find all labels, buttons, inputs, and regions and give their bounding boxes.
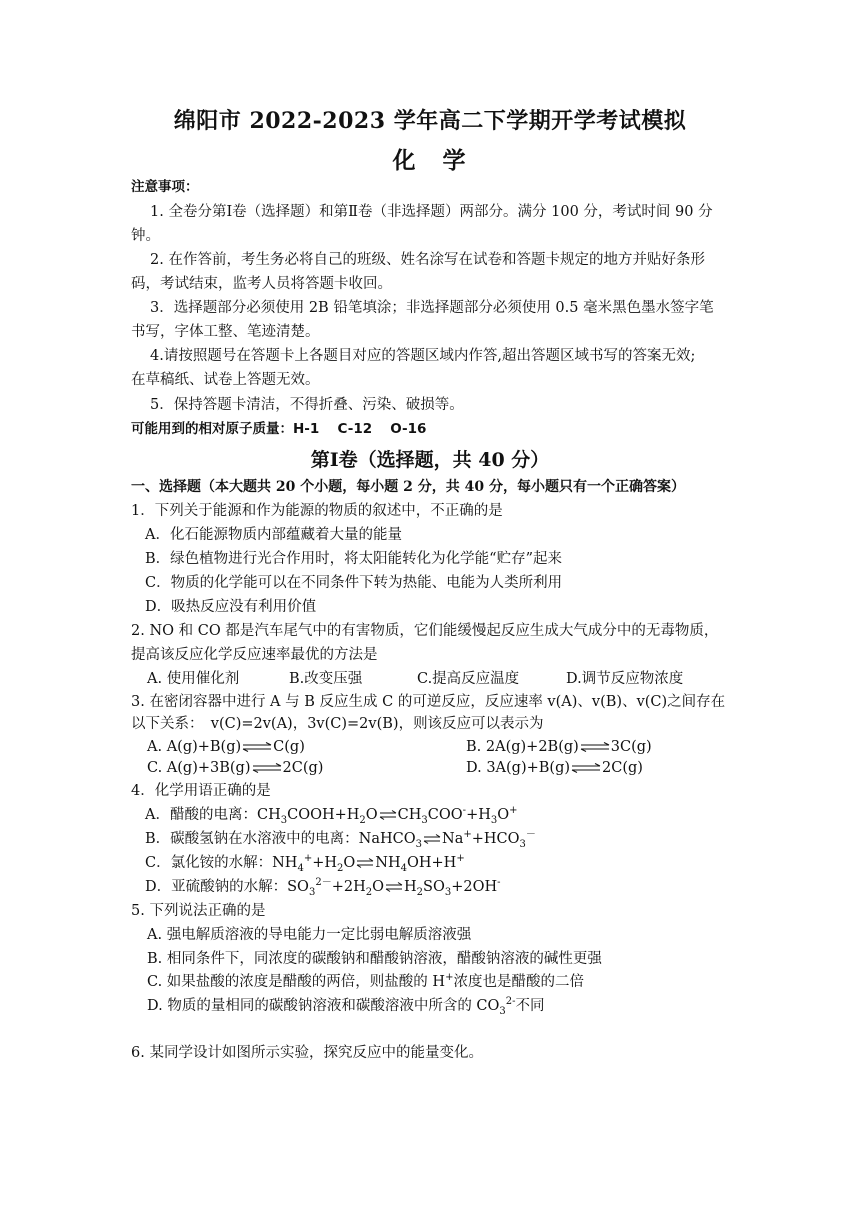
q1-option-a: A．化石能源物质内部蕴藏着大量的能量: [145, 527, 402, 543]
notice-item-1-cont: 钟。: [131, 228, 160, 244]
notice-item-2-cont: 码，考试结束，监考人员将答题卡收回。: [131, 276, 392, 292]
equilibrium-arrow-icon: [571, 763, 601, 773]
q3-stem-line2: 以下关系： v(C)=2v(A)，3v(C)=2v(B)，则该反应可以表示为: [131, 716, 544, 732]
notice-item-2: 2. 在作答前，考生务必将自己的班级、姓名涂写在试卷和答题卡规定的地方并贴好条形: [150, 252, 705, 268]
q3-option-a-reactants: A. A(g)+B(g): [147, 739, 242, 755]
q4-stem: 4．化学用语正确的是: [131, 783, 271, 799]
q3-option-b: [466, 737, 652, 757]
q1-option-b: B．绿色植物进行光合作用时，将太阳能转化为化学能“贮存”起来: [145, 551, 562, 567]
q4-option-b: B．碳酸氢钠在水溶液中的电离：NaHCO$_3$ $Na^++HCO_3^-$: [145, 829, 536, 850]
q5-option-b: B. 相同条件下，同浓度的碳酸钠和醋酸钠溶液，醋酸钠溶液的碱性更强: [147, 951, 602, 967]
q1-stem: 1．下列关于能源和作为能源的物质的叙述中，不正确的是: [131, 503, 503, 519]
q5-option-d: D. 物质的量相同的碳酸钠溶液和碳酸溶液中所含的 $CO_3^{2-}$不同: [147, 996, 545, 1017]
q5-option-a: A. 强电解质溶液的导电能力一定比弱电解质溶液强: [147, 927, 472, 943]
equilibrium-arrow-icon: [242, 742, 272, 752]
equilibrium-arrow-icon: [385, 882, 403, 892]
q4-option-a-label: A．醋酸的电离：CH: [145, 807, 281, 823]
q3-stem-line1: 3. 在密闭容器中进行 A 与 B 反应生成 C 的可逆反应，反应速率 v(A)、v(B)、v(C)之间存在: [131, 694, 726, 710]
q1-option-d: D．吸热反应没有利用价值: [145, 599, 317, 615]
q1-option-c: C．物质的化学能可以在不同条件下转为热能、电能为人类所利用: [145, 575, 563, 591]
q3-option-b-products: 3C(g): [610, 739, 652, 755]
q6-stem: 6. 某同学设计如图所示实验，探究反应中的能量变化。: [131, 1045, 483, 1061]
section-title: 第Ⅰ卷（选择题，共 40 分）: [310, 449, 550, 471]
q3-option-c-products: 2C(g): [282, 760, 324, 776]
q2-option-c: C.提高反应温度: [417, 671, 520, 687]
q3-option-d-products: 2C(g): [602, 760, 643, 776]
notice-heading: 注意事项：: [131, 179, 199, 195]
q3-option-c: [147, 758, 323, 778]
equilibrium-arrow-icon: [252, 763, 282, 773]
q5-option-d-post: 不同: [515, 998, 545, 1014]
q4-option-b-label: B．碳酸氢钠在水溶液中的电离：NaHCO: [145, 831, 416, 847]
equilibrium-arrow-icon: [423, 834, 441, 844]
q4-option-c: C．氯化铵的水解：$NH_4^++H_2O$ $NH_4OH+H^+$: [145, 853, 465, 874]
q5-stem: 5. 下列说法正确的是: [131, 903, 266, 919]
notice-item-5: 5．保持答题卡清洁，不得折叠、污染、破损等。: [150, 397, 464, 413]
q2-stem-line2: 提高该反应化学反应速率最优的方法是: [131, 647, 378, 663]
subject-title: 化 学: [392, 147, 468, 174]
q5-option-c-pre: C. 如果盐酸的浓度是醋酸的两倍，则盐酸的 H: [147, 974, 446, 990]
section-instruction: 一、选择题（本大题共 20 个小题，每小题 2 分，共 40 分，每小题只有一个正确答案）: [131, 479, 685, 495]
notice-item-4: 4.请按照题号在答题卡上各题目对应的答题区域内作答,超出答题区域书写的答案无效;: [150, 348, 696, 364]
q2-option-d: D.调节反应物浓度: [566, 671, 684, 687]
notice-item-3-cont: 书写，字体工整、笔迹清楚。: [131, 324, 320, 340]
q3-option-b-reactants: B. 2A(g)+2B(g): [466, 739, 579, 755]
q4-option-d: D．亚硫酸钠的水解：$SO_3^{2-}+2H_2O$ $H_2SO_3+2OH^-$: [145, 877, 501, 898]
equilibrium-arrow-icon: [356, 858, 374, 868]
q3-option-a-products: C(g): [273, 739, 305, 755]
q5-option-c-post: 浓度也是醋酸的二倍: [453, 974, 584, 990]
q5-option-d-pre: D. 物质的量相同的碳酸钠溶液和碳酸溶液中所含的 CO: [147, 998, 500, 1014]
q4-option-d-label: D．亚硫酸钠的水解：SO: [145, 879, 309, 895]
exam-title: 绵阳市 2022-2023 学年高二下学期开学考试模拟: [173, 108, 687, 134]
notice-item-3: 3．选择题部分必须使用 2B 铅笔填涂；非选择题部分必须使用 0.5 毫米黑色墨水签字笔: [150, 300, 714, 316]
q3-option-d-reactants: D. 3A(g)+B(g): [466, 760, 571, 776]
q4-option-c-label: C．氯化铵的水解：NH: [145, 855, 298, 871]
q3-option-a: [147, 737, 305, 757]
q2-option-b: B.改变压强: [289, 671, 363, 687]
q2-option-a: A. 使用催化剂: [147, 671, 240, 687]
equilibrium-arrow-icon: [580, 742, 610, 752]
notice-item-1: 1. 全卷分第Ⅰ卷（选择题）和第Ⅱ卷（非选择题）两部分。满分 100 分，考试时间 90 分: [150, 204, 713, 220]
atomic-mass-line: 可能用到的相对原子质量：H-1 C-12 O-16: [131, 421, 427, 437]
equilibrium-arrow-icon: [379, 810, 397, 820]
q3-option-d: [466, 758, 643, 778]
notice-item-4-cont: 在草稿纸、试卷上答题无效。: [131, 372, 320, 388]
q5-option-c: C. 如果盐酸的浓度是醋酸的两倍，则盐酸的 H+浓度也是醋酸的二倍: [147, 972, 584, 990]
q3-option-c-reactants: C. A(g)+3B(g): [147, 760, 251, 776]
q2-stem-line1: 2. NO 和 CO 都是汽车尾气中的有害物质，它们能缓慢起反应生成大气成分中的无毒物质，: [131, 623, 719, 639]
q4-option-a: A．醋酸的电离：$CH_3COOH+H_2O$ $CH_3COO^-+H_3O^+$: [145, 805, 518, 826]
